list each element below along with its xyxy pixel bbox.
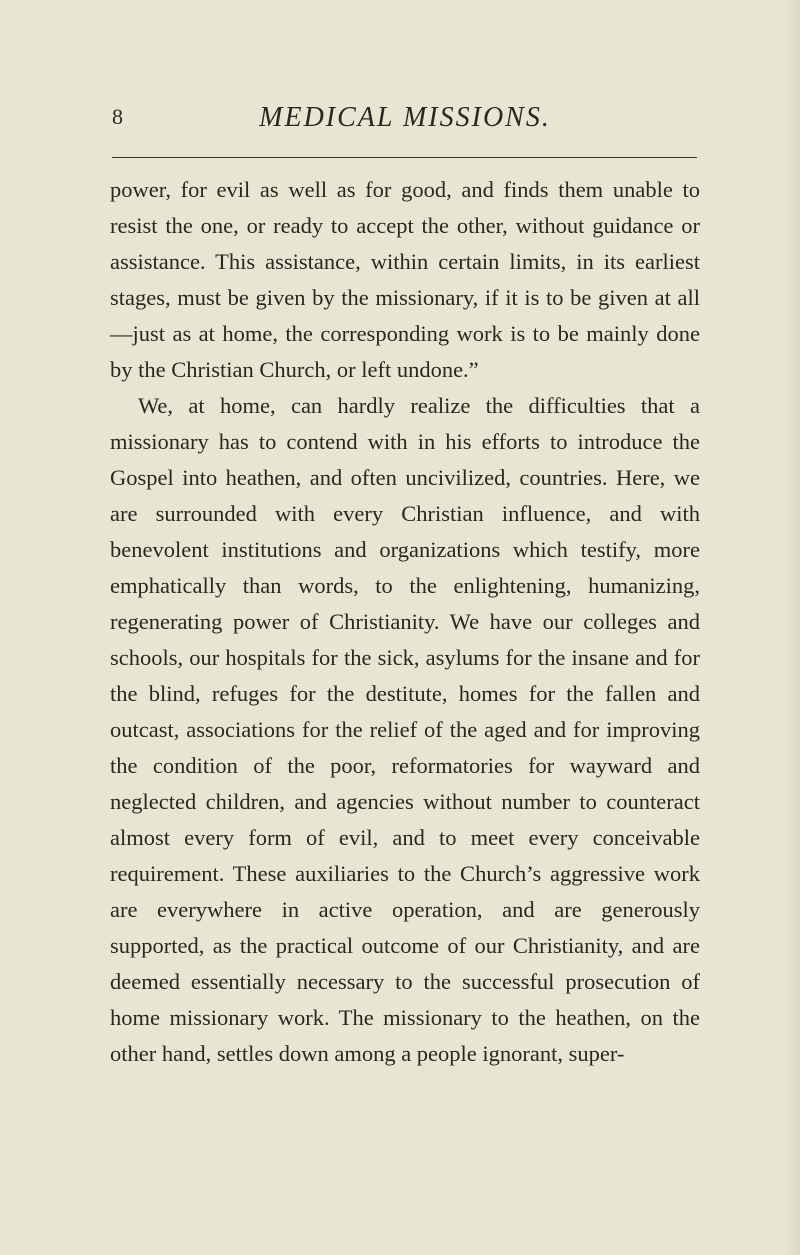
body-text [110,172,700,1072]
paragraph-1: power, for evil as well as for good, and finds them unable to resist the one, or ready to accept the other, without guidance or assistance. This assistance, within certain limits, in its earliest stages, must be given by the missionary, if it is to be given at all—just as at home, the corresponding work is to be mainly done by the Christian Church, or left undone.” [110,177,700,382]
page-edge-shadow [786,0,800,1255]
running-title: MEDICAL MISSIONS. [259,102,551,133]
running-head [110,100,700,140]
header-rule [112,157,697,158]
paragraph-2: We, at home, can hardly realize the difficulties that a missionary has to contend with in his efforts to introduce the Gospel into heathen, and often uncivilized, countries. Here, we are surrounded with every Christian influence, and with benevolent institutions and organizations which testify, more emphatically than words, to the enlightening, humanizing, regenerating power of Christianity. We have our colleges and schools, our hospitals for the sick, asylums for the insane and for the blind, refuges for the destitute, homes for the fallen and outcast, associations for the relief of the aged and for improving the condition of the poor, reformatories for wayward and neglected children, and agencies without number to counteract almost every form of evil, and to meet every conceivable requirement. These auxiliaries to the Church’s aggressive work are everywhere in active operation, and are generously supported, as the practical outcome of our Christianity, and are deemed essentially necessary to the successful prosecution of home missionary work. The missionary to the heathen, on the other hand, settles down among a people ignorant, super- [110,393,700,1066]
page-number: 8 [112,104,123,129]
